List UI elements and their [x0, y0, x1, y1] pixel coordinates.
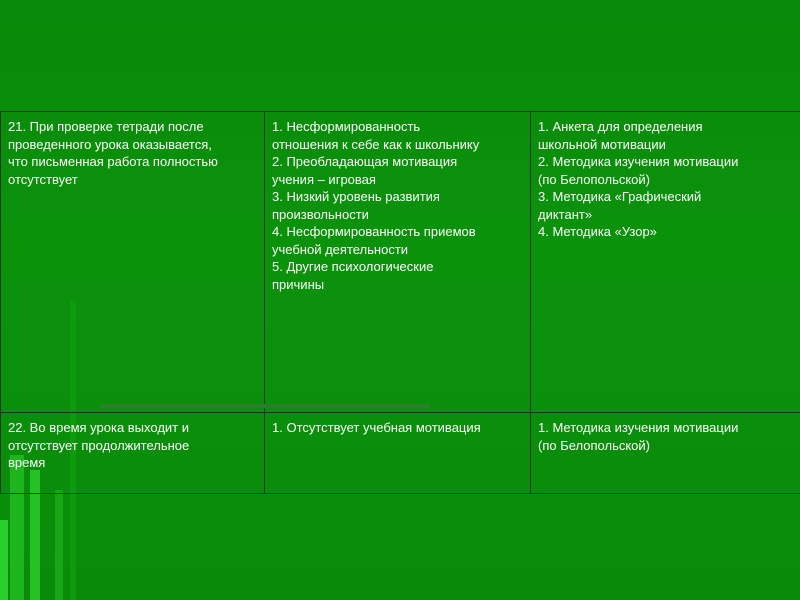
- cell-line: отсутствует продолжительное: [8, 437, 190, 453]
- cell-line: проведенного урока оказывается,: [8, 136, 212, 152]
- methods-cell: [531, 112, 800, 413]
- cell-line: диктант»: [538, 206, 593, 222]
- cell-line: школьной мотивации: [538, 136, 666, 152]
- cell-line: учебной деятельности: [272, 241, 409, 257]
- cell-line: 21. При проверке тетради после: [8, 119, 204, 134]
- cell-line: 22. Во время урока выходит и: [8, 420, 190, 435]
- cell-line: 4. Несформированность приемов: [272, 224, 476, 239]
- causes-cell: [265, 413, 531, 494]
- cell-line: 1. Методика изучения мотивации: [538, 420, 739, 435]
- cell-line: (по Белопольской): [538, 437, 650, 453]
- cell-line: отношения к себе как к школьнику: [272, 136, 480, 152]
- cell-line: 2. Методика изучения мотивации: [538, 154, 739, 169]
- methods-cell: [531, 413, 800, 494]
- cell-line: (по Белопольской): [538, 171, 650, 187]
- cell-line: 3. Методика «Графический: [538, 189, 702, 204]
- cell-line: 4. Методика «Узор»: [538, 224, 657, 239]
- situation-cell: [1, 413, 265, 494]
- cell-line: 1. Анкета для определения: [538, 119, 703, 134]
- cell-line: 2. Преобладающая мотивация: [272, 154, 458, 169]
- cell-line: отсутствует: [8, 171, 78, 187]
- decor-stripe: [0, 520, 8, 600]
- cell-line: что письменная работа полностью: [8, 154, 218, 169]
- cell-line: 1. Несформированность: [272, 119, 421, 134]
- decor-stripe: [100, 404, 430, 408]
- cell-line: время: [8, 455, 46, 470]
- cell-line: произвольности: [272, 206, 369, 222]
- causes-cell: [265, 112, 531, 413]
- diagnostics-table: [0, 111, 800, 494]
- cell-line: 5. Другие психологические: [272, 259, 434, 274]
- cell-line: 3. Низкий уровень развития: [272, 189, 440, 204]
- cell-line: причины: [272, 276, 325, 292]
- table-row: [1, 112, 800, 413]
- cell-line: 1. Отсутствует учебная мотивация: [272, 420, 481, 435]
- cell-line: учения – игровая: [272, 171, 376, 187]
- table-row: [1, 413, 800, 494]
- decor-stripe: [55, 490, 63, 600]
- situation-cell: [1, 112, 265, 413]
